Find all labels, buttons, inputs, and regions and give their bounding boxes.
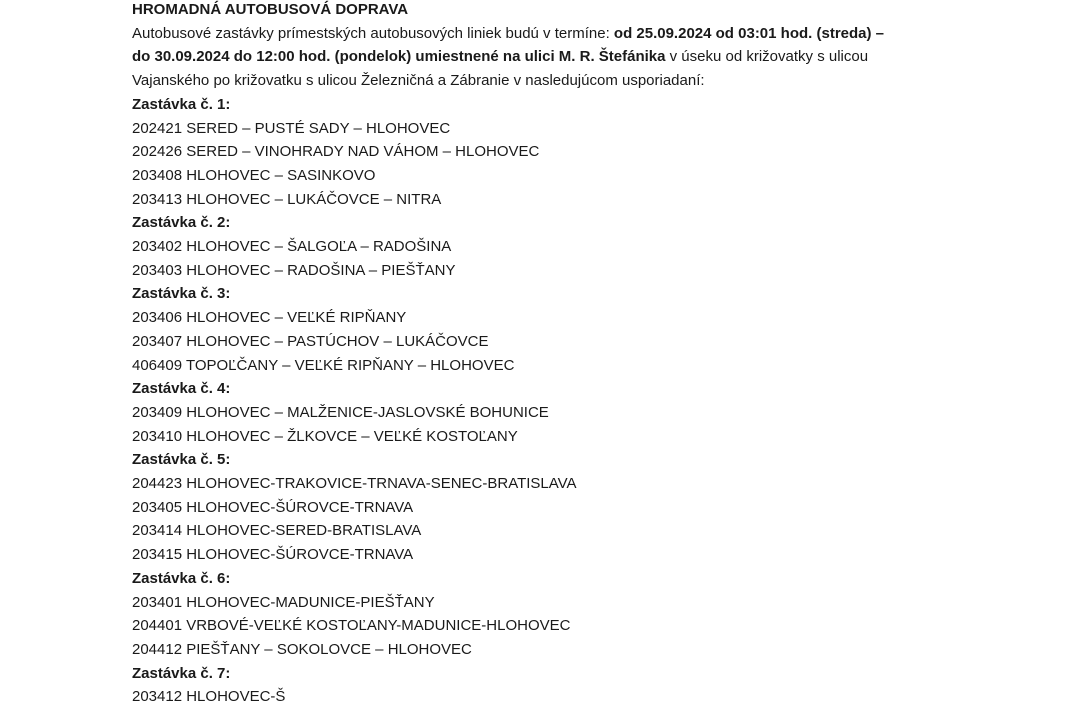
bus-line-item: 203405 HLOHOVEC-ŠÚROVCE-TRNAVA: [132, 498, 414, 516]
bus-line-item: 203402 HLOHOVEC – ŠALGOĽA – RADOŠINA: [132, 238, 452, 256]
bus-line-item: 203403 HLOHOVEC – RADOŠINA – PIEŠŤANY: [132, 261, 456, 279]
bus-line-item: 202426 SERED – VINOHRADY NAD VÁHOM – HLOHOVEC: [132, 143, 540, 161]
bus-line-item: 203412 HLOHOVEC-Š: [132, 688, 286, 706]
bus-line-item: 203406 HLOHOVEC – VEĽKÉ RIPŇANY: [132, 309, 407, 327]
bus-line-item: 203415 HLOHOVEC-ŠÚROVCE-TRNAVA: [132, 546, 414, 564]
bus-line-item: 204412 PIEŠŤANY – SOKOLOVCE – HLOHOVEC: [132, 640, 472, 658]
stop-title: Zastávka č. 5:: [132, 451, 231, 469]
bus-line-item: 406409 TOPOĽČANY – VEĽKÉ RIPŇANY – HLOHOVEC: [132, 356, 515, 374]
bus-line-item: 203410 HLOHOVEC – ŽLKOVCE – VEĽKÉ KOSTOĽANY: [132, 427, 518, 445]
intro-paragraph: [132, 22, 892, 93]
stop-title: Zastávka č. 1:: [132, 95, 231, 113]
bus-line-item: 203409 HLOHOVEC – MALŽENICE-JASLOVSKÉ BOHUNICE: [132, 403, 549, 421]
bus-line-item: 202421 SERED – PUSTÉ SADY – HLOHOVEC: [132, 119, 451, 137]
bus-line-item: 203413 HLOHOVEC – LUKÁČOVCE – NITRA: [132, 190, 442, 208]
stop-title: Zastávka č. 2:: [132, 214, 231, 232]
section-heading: HROMADNÁ AUTOBUSOVÁ DOPRAVA: [132, 1, 409, 18]
document-body: [132, 0, 892, 709]
intro-date-range: od 25.09.2024 od 03:01 hod. (streda) – do 30.09.2024 do 12:00 hod. (pondelok) umiestnené na ulici M. R. Štefánika: [132, 24, 885, 66]
bus-line-item: 203414 HLOHOVEC-SERED-BRATISLAVA: [132, 522, 422, 540]
intro-text-start: Autobusové zastávky prímestských autobusových liniek budú v termíne:: [132, 24, 614, 42]
stop-title: Zastávka č. 7:: [132, 664, 231, 682]
stop-title: Zastávka č. 3:: [132, 285, 231, 303]
bus-line-item: 203407 HLOHOVEC – PASTÚCHOV – LUKÁČOVCE: [132, 332, 489, 350]
stop-title: Zastávka č. 4:: [132, 380, 231, 398]
intro-text-end: v úseku od križovatky s ulicou Vajanského po križovatku s ulicou Železničná a Zábranie v nasledujúcom usporiadaní:: [132, 48, 869, 90]
bus-line-item: 204401 VRBOVÉ-VEĽKÉ KOSTOĽANY-MADUNICE-HLOHOVEC: [132, 617, 571, 635]
bus-line-item: 203401 HLOHOVEC-MADUNICE-PIEŠŤANY: [132, 593, 435, 611]
bus-line-item: 204423 HLOHOVEC-TRAKOVICE-TRNAVA-SENEC-BRATISLAVA: [132, 475, 577, 493]
bus-line-item: 203408 HLOHOVEC – SASINKOVO: [132, 166, 376, 184]
stop-title: Zastávka č. 6:: [132, 569, 231, 587]
stops-list: [132, 93, 892, 709]
